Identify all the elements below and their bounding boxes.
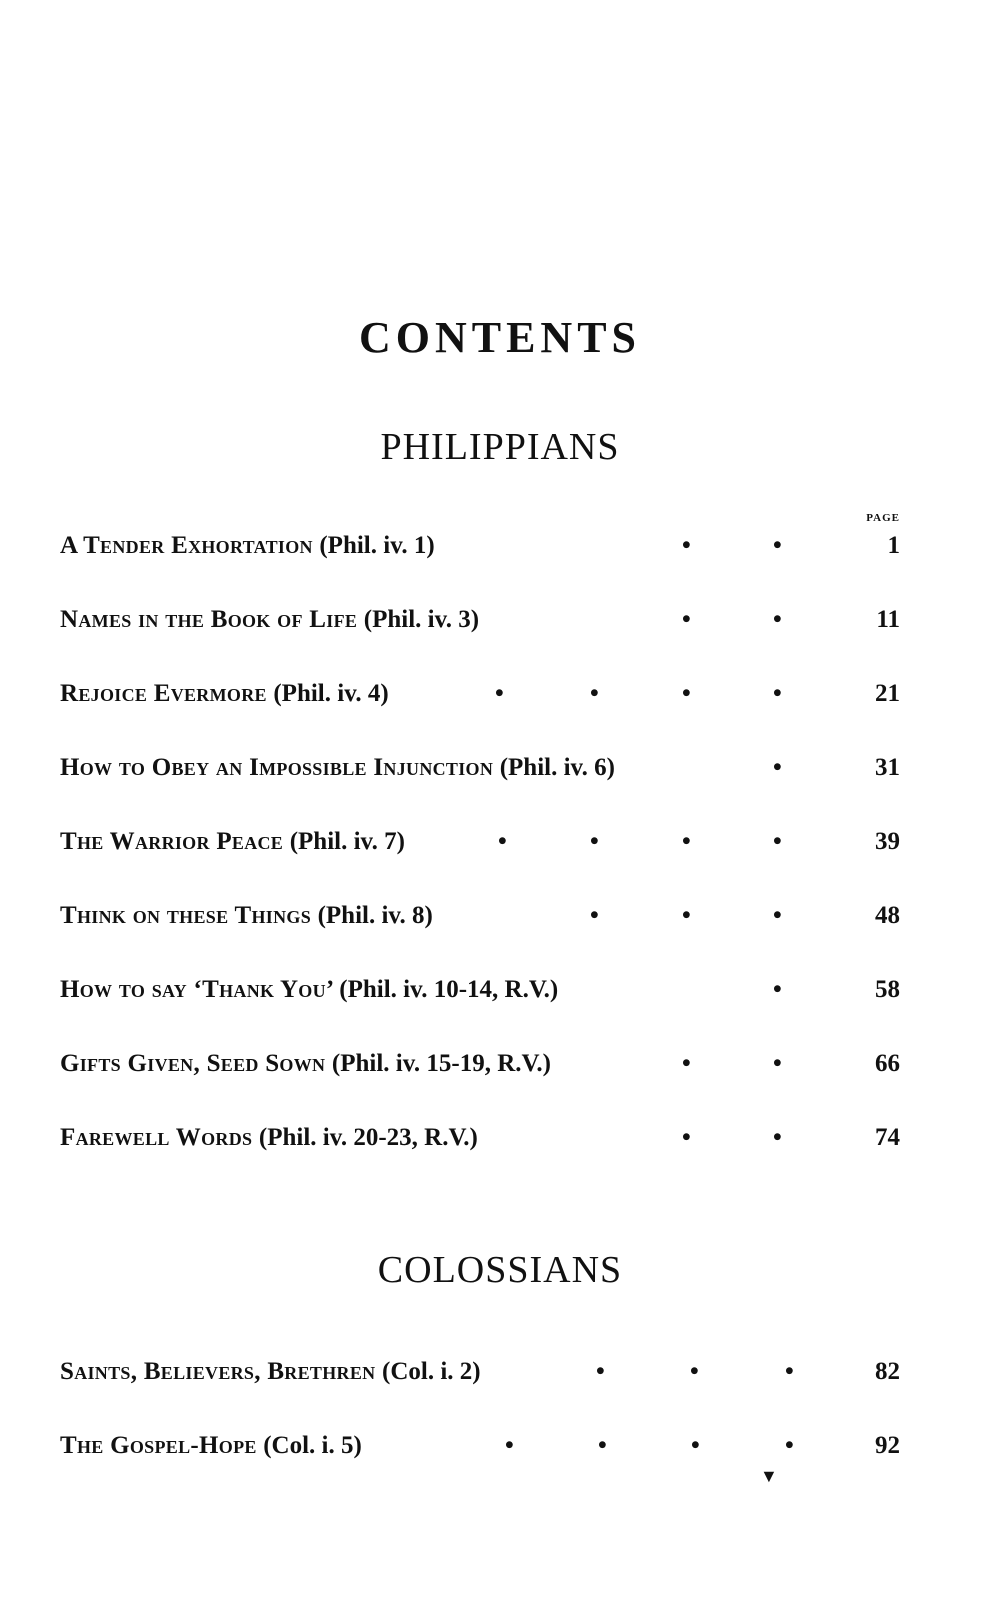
contents-heading: CONTENTS [358, 313, 642, 362]
toc-entry[interactable] [60, 828, 900, 868]
leader-dot: • [682, 828, 691, 855]
entry-page-number: 74 [875, 1124, 900, 1151]
entry-title: Gifts Given, Seed Sown (Phil. iv. 15-19, R.V.) [60, 1050, 551, 1077]
entry-ref: (Phil. iv. 8) [317, 902, 433, 929]
entry-ref: (Phil. iv. 7) [289, 828, 405, 855]
entry-title: Farewell Words (Phil. iv. 20-23, R.V.) [60, 1124, 478, 1151]
entry-page-number: 92 [875, 1432, 900, 1459]
leader-dot: • [773, 828, 782, 855]
leader-dot: • [682, 606, 691, 633]
leader-dot: • [785, 1358, 794, 1385]
entry-page-number: 31 [875, 754, 900, 781]
leader-dot: • [691, 1432, 700, 1459]
entry-ref: (Col. i. 2) [382, 1358, 481, 1385]
entry-title: A Tender Exhortation (Phil. iv. 1) [60, 532, 435, 559]
entry-ref: (Col. i. 5) [263, 1432, 362, 1459]
toc-entry[interactable] [60, 1124, 900, 1164]
toc-entry[interactable] [60, 1358, 900, 1398]
leader-dot: • [773, 606, 782, 633]
entry-title: The Gospel-Hope (Col. i. 5) [60, 1432, 362, 1459]
entry-ref: (Phil. iv. 4) [273, 680, 389, 707]
leader-dot: • [785, 1432, 794, 1459]
toc-entry[interactable] [60, 754, 900, 794]
entry-ref: (Phil. iv. 6) [499, 754, 615, 781]
toc-entry[interactable] [60, 902, 900, 942]
entry-page-number: 39 [875, 828, 900, 855]
entry-page-number: 58 [875, 976, 900, 1003]
leader-dot: • [682, 902, 691, 929]
leader-dot: • [590, 828, 599, 855]
toc-entry[interactable] [60, 606, 900, 646]
section-title-colossians: COLOSSIANS [377, 1249, 623, 1291]
leader-dot: • [598, 1432, 607, 1459]
page-column-label: PAGE [866, 512, 900, 524]
entry-ref: (Phil. iv. 20-23, R.V.) [258, 1124, 478, 1151]
leader-dot: • [690, 1358, 699, 1385]
section-title-philippians: PHILIPPIANS [380, 426, 620, 468]
leader-dot: • [773, 902, 782, 929]
entry-title: Think on these Things (Phil. iv. 8) [60, 902, 433, 929]
leader-dot: • [773, 1050, 782, 1077]
entry-title: The Warrior Peace (Phil. iv. 7) [60, 828, 405, 855]
entry-title: Names in the Book of Life (Phil. iv. 3) [60, 606, 480, 633]
entry-ref: (Phil. iv. 1) [319, 532, 435, 559]
entry-ref: (Phil. iv. 15-19, R.V.) [331, 1050, 551, 1077]
leader-dot: • [498, 828, 507, 855]
entry-title: Rejoice Evermore (Phil. iv. 4) [60, 680, 389, 707]
leader-dot: • [773, 680, 782, 707]
leader-dot: • [773, 532, 782, 559]
leader-dot: • [682, 532, 691, 559]
toc-entry[interactable] [60, 976, 900, 1016]
leader-dot: • [590, 680, 599, 707]
leader-dot: • [596, 1358, 605, 1385]
entry-title: How to Obey an Impossible Injunction (Phil. iv. 6) [60, 754, 615, 781]
stray-printer-mark: ▼ [760, 1466, 778, 1486]
entry-page-number: 48 [875, 902, 900, 929]
entry-ref: (Phil. iv. 10-14, R.V.) [339, 976, 559, 1003]
entry-page-number: 1 [887, 532, 900, 559]
leader-dot: • [682, 680, 691, 707]
entry-title: Saints, Believers, Brethren (Col. i. 2) [60, 1358, 481, 1385]
leader-dot: • [505, 1432, 514, 1459]
leader-dot: • [773, 754, 782, 781]
leader-dot: • [495, 680, 504, 707]
entry-page-number: 82 [875, 1358, 900, 1385]
entry-ref: (Phil. iv. 3) [363, 606, 480, 633]
leader-dot: • [773, 1124, 782, 1151]
toc-entry[interactable] [60, 680, 900, 720]
leader-dot: • [590, 902, 599, 929]
toc-entry[interactable] [60, 1050, 900, 1090]
entry-title: How to say ‘Thank You’ (Phil. iv. 10-14, R.V.) [60, 976, 559, 1003]
toc-entry[interactable] [60, 532, 900, 572]
leader-dot: • [773, 976, 782, 1003]
leader-dot: • [682, 1050, 691, 1077]
entry-page-number: 21 [875, 680, 900, 707]
entry-page-number: 66 [875, 1050, 900, 1077]
leader-dot: • [682, 1124, 691, 1151]
entry-page-number: 11 [876, 606, 900, 633]
